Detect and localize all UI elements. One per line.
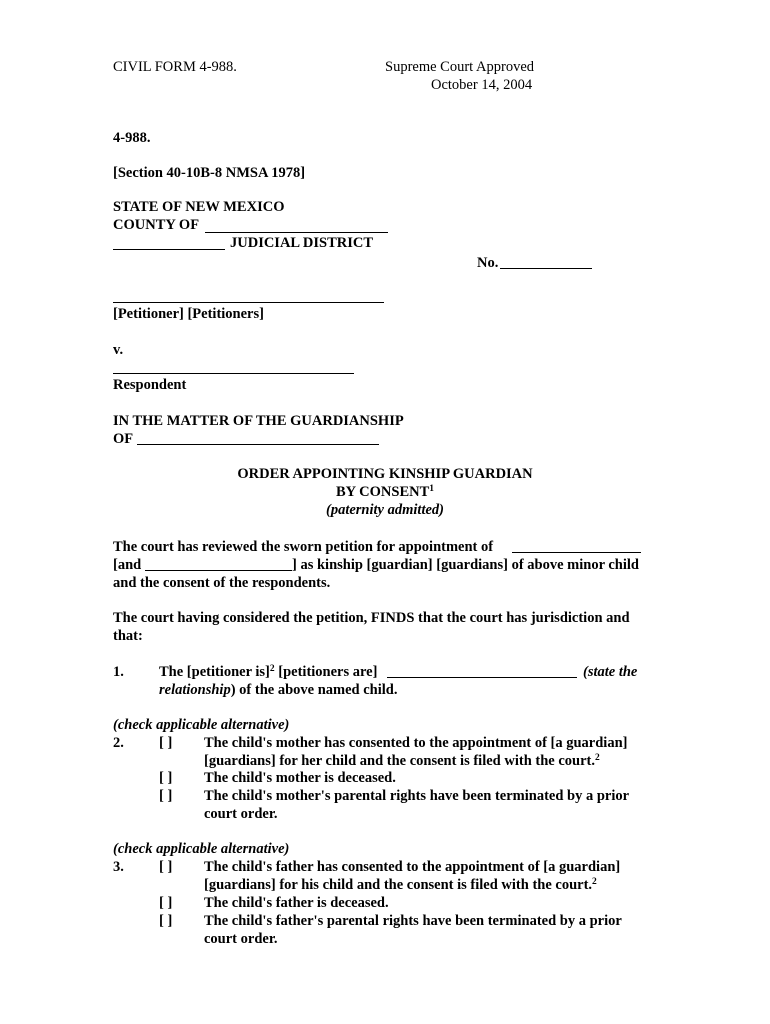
para1-line1: The court has reviewed the sworn petition for appointment of — [113, 539, 494, 555]
relationship-blank[interactable] — [387, 677, 577, 678]
order-title: ORDER APPOINTING KINSHIP GUARDIAN — [237, 466, 533, 482]
para1-line3: and the consent of the respondents. — [113, 575, 331, 591]
item2-opt2-checkbox[interactable]: [ ] — [159, 770, 173, 786]
item2-opt1-checkbox[interactable]: [ ] — [159, 735, 173, 751]
versus-label: v. — [113, 342, 124, 358]
item3-number: 3. — [113, 859, 124, 875]
district-label: JUDICIAL DISTRICT — [230, 235, 374, 251]
item2-opt1-line2: [guardians] for her child and the consent is filed with the court.$^2$ — [204, 753, 600, 769]
case-number-blank[interactable] — [500, 268, 592, 269]
para1-line2-start: [and — [113, 557, 142, 573]
copetitioner-name-blank[interactable] — [145, 570, 292, 571]
approval-text: Supreme Court Approved — [385, 59, 535, 75]
item3-opt1-line1: The child's father has consented to the appointment of [a guardian] — [204, 859, 621, 875]
item3-opt3-line1: The child's father's parental rights have been terminated by a prior — [204, 913, 622, 929]
item2-opt2: The child's mother is deceased. — [204, 770, 396, 786]
item3-opt1-checkbox[interactable]: [ ] — [159, 859, 173, 875]
item3-opt3-checkbox[interactable]: [ ] — [159, 913, 173, 929]
approval-date: October 14, 2004 — [431, 77, 533, 93]
item3-opt2: The child's father is deceased. — [204, 895, 389, 911]
item1-state-the: (state the — [583, 664, 638, 680]
order-subtitle: BY CONSENT$^1$ — [335, 484, 435, 500]
section-reference: [Section 40-10B-8 NMSA 1978] — [113, 165, 306, 181]
item2-note: (check applicable alternative) — [113, 717, 290, 733]
petitioner-label: [Petitioner] [Petitioners] — [113, 306, 264, 322]
item1-number: 1. — [113, 664, 124, 680]
petitioner-blank[interactable] — [113, 302, 384, 303]
county-blank[interactable] — [205, 232, 388, 233]
county-label: COUNTY OF — [113, 217, 200, 233]
form-label: CIVIL FORM 4-988. — [113, 59, 237, 75]
item2-opt3-line1: The child's mother's parental rights have been terminated by a prior — [204, 788, 630, 804]
district-blank[interactable] — [113, 249, 225, 250]
respondent-blank[interactable] — [113, 373, 354, 374]
order-qualifier: (paternity admitted) — [326, 502, 444, 518]
item3-note: (check applicable alternative) — [113, 841, 290, 857]
matter-heading: IN THE MATTER OF THE GUARDIANSHIP — [113, 413, 404, 429]
item1-line1: The [petitioner is]$^2$ [petitioners are] — [159, 664, 378, 680]
item2-opt3-line2: court order. — [204, 806, 278, 822]
case-number-label: No. — [477, 255, 499, 271]
form-number: 4-988. — [113, 130, 151, 146]
para2-line2: that: — [113, 628, 143, 644]
item3-opt3-line2: court order. — [204, 931, 278, 947]
item2-number: 2. — [113, 735, 124, 751]
para2-line1: The court having considered the petition, FINDS that the court has jurisdiction and — [113, 610, 630, 626]
item2-opt1-line1: The child's mother has consented to the appointment of [a guardian] — [204, 735, 628, 751]
item3-opt2-checkbox[interactable]: [ ] — [159, 895, 173, 911]
item2-opt3-checkbox[interactable]: [ ] — [159, 788, 173, 804]
respondent-label: Respondent — [113, 377, 187, 393]
petitioner-name-blank[interactable] — [512, 552, 641, 553]
matter-of-label: OF — [113, 431, 134, 447]
para1-line2-end: ] as kinship [guardian] [guardians] of above minor child — [292, 557, 639, 573]
item3-opt1-line2: [guardians] for his child and the consent is filed with the court.$^2$ — [204, 877, 597, 893]
child-name-blank[interactable] — [137, 444, 379, 445]
item1-line2: relationship) of the above named child. — [159, 682, 398, 698]
state-line: STATE OF NEW MEXICO — [113, 199, 285, 215]
